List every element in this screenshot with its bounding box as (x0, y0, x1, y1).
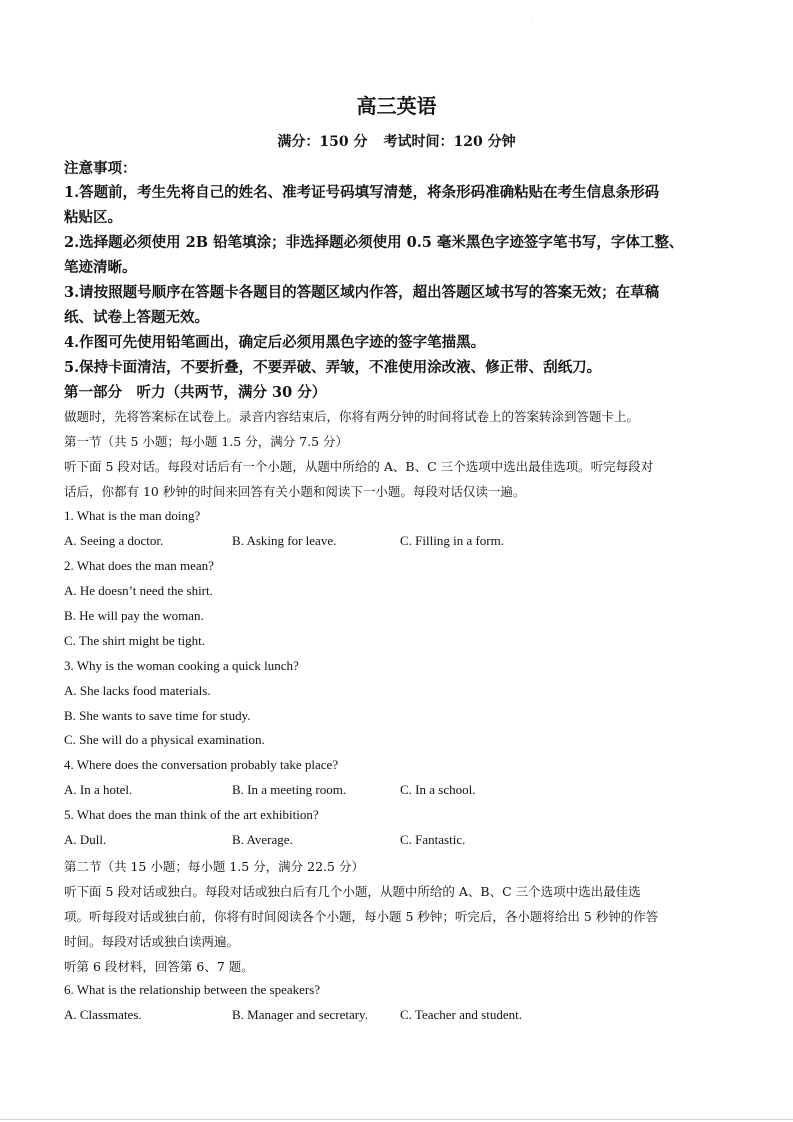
section2-heading: 第二节（共 15 小题；每小题 1.5 分，满分 22.5 分） (64, 859, 364, 874)
question-stem: 2. What does the man mean? (64, 558, 214, 573)
note-line: 2.选择题必须使用 2B 铅笔填涂；非选择题必须使用 0.5 毫米黑色字迹签字笔书写，字体工整、 (64, 234, 684, 251)
page-bottom-rule (0, 1119, 793, 1120)
note-line: 1.答题前，考生先将自己的姓名、准考证号码填写清楚，将条形码准确粘贴在考生信息条形码 (64, 184, 660, 201)
option-b: B. Average. (232, 832, 293, 847)
question-stem: 1. What is the man doing? (64, 508, 201, 523)
full-marks: 满分：150 分 (277, 134, 368, 150)
header-dot: . (531, 16, 533, 22)
option-b: B. He will pay the woman. (64, 608, 204, 623)
note-line: 笔迹清晰。 (64, 259, 137, 276)
option-c: C. Filling in a form. (400, 533, 504, 548)
option-a: A. Classmates. (64, 1007, 142, 1022)
option-a: A. In a hotel. (64, 782, 133, 797)
option-b: B. Asking for leave. (232, 533, 337, 548)
score-line (0, 131, 793, 151)
note-line: 4.作图可先使用铅笔画出，确定后必须用黑色字迹的签字笔描黑。 (64, 334, 486, 351)
part1-instruction: 做题时，先将答案标在试卷上。录音内容结束后，你将有两分钟的时间将试卷上的答案转涂到答题卡上。 (64, 409, 640, 424)
option-b: B. In a meeting room. (232, 782, 347, 797)
option-c: C. Teacher and student. (400, 1007, 522, 1022)
note-line: 5.保持卡面清洁，不要折叠，不要弄破、弄皱，不准使用涂改液、修正带、刮纸刀。 (64, 359, 602, 376)
question-stem: 3. Why is the woman cooking a quick lunch? (64, 658, 299, 673)
option-b: B. Manager and secretary. (232, 1007, 368, 1022)
option-c: C. In a school. (400, 782, 476, 797)
note-line: 纸、试卷上答题无效。 (64, 309, 209, 326)
question-stem: 4. Where does the conversation probably take place? (64, 757, 339, 772)
section1-instruction: 话后，你都有 10 秒钟的时间来回答有关小题和阅读下一小题。每段对话仅读一遍。 (64, 484, 526, 499)
section1-heading: 第一节（共 5 小题；每小题 1.5 分，满分 7.5 分） (64, 434, 349, 449)
option-b: B. She wants to save time for study. (64, 708, 251, 723)
question-stem: 5. What does the man think of the art exhibition? (64, 807, 319, 822)
option-a: A. Dull. (64, 832, 107, 847)
option-c: C. Fantastic. (400, 832, 466, 847)
section2-instruction: 时间。每段对话或独白读两遍。 (64, 934, 240, 949)
section1-instruction: 听下面 5 段对话。每段对话后有一个小题，从题中所给的 A、B、C 三个选项中选出最佳选项。听完每段对 (64, 459, 654, 474)
option-a: A. He doesn’t need the shirt. (64, 583, 213, 598)
notes-heading: 注意事项： (64, 160, 137, 177)
question-stem: 6. What is the relationship between the speakers? (64, 982, 321, 997)
option-c: C. The shirt might be tight. (64, 633, 205, 648)
part1-heading: 第一部分 听力（共两节，满分 30 分） (64, 384, 327, 401)
option-a: A. She lacks food materials. (64, 683, 211, 698)
exam-time: 考试时间：120 分钟 (383, 134, 516, 150)
option-a: A. Seeing a doctor. (64, 533, 164, 548)
material-note: 听第 6 段材料，回答第 6、7 题。 (64, 959, 254, 974)
note-line: 粘贴区。 (64, 209, 122, 226)
option-c: C. She will do a physical examination. (64, 732, 265, 747)
note-line: 3.请按照题号顺序在答题卡各题目的答题区域内作答，超出答题区域书写的答案无效；在草稿 (64, 284, 660, 301)
page-title: 高三英语 (356, 94, 437, 118)
section2-instruction: 项。听每段对话或独白前，你将有时间阅读各个小题，每小题 5 秒钟；听完后，各小题将给出 5 秒钟的作答 (64, 909, 659, 924)
section2-instruction: 听下面 5 段对话或独白。每段对话或独白后有几个小题，从题中所给的 A、B、C 三个选项中选出最佳选 (64, 884, 641, 899)
